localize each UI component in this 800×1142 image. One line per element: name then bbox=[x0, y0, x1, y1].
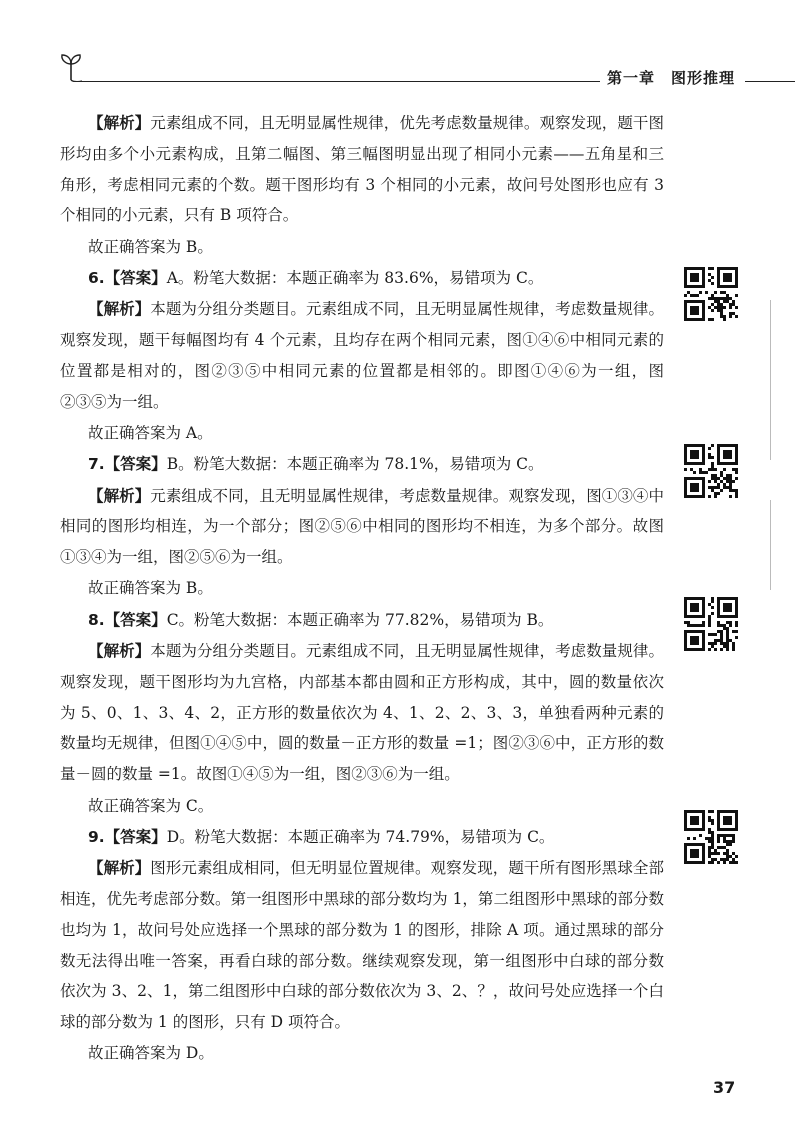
paragraph bbox=[60, 418, 664, 449]
sprout-logo-icon bbox=[58, 52, 84, 82]
qr-icon[interactable] bbox=[684, 267, 738, 321]
paragraph bbox=[60, 449, 664, 480]
paragraph-tag: 【解析】 bbox=[88, 300, 151, 319]
page-header bbox=[0, 0, 800, 100]
paragraph-tag: 8.【答案】 bbox=[88, 610, 167, 629]
header-rule-right bbox=[745, 81, 795, 82]
answer-explanations bbox=[60, 108, 664, 1070]
paragraph bbox=[60, 853, 664, 1038]
paragraph-text: D。粉笔大数据：本题正确率为 74.79%，易错项为 C。 bbox=[166, 827, 555, 846]
qr-icon[interactable] bbox=[684, 810, 738, 864]
paragraph bbox=[60, 263, 664, 294]
paragraph-text: 本题为分组分类题目。元素组成不同，且无明显属性规律，考虑数量规律。观察发现，题干每幅图均有 4 个元素，且均存在两个相同元素，图①④⑥中相同元素的位置都是相对的，图②③⑤中相同元素的位置都是相邻的。即图①④⑥为一组，图②③⑤为一组。 bbox=[60, 300, 664, 411]
paragraph-text: 故正确答案为 A。 bbox=[88, 423, 213, 442]
margin-rule bbox=[770, 300, 771, 460]
paragraph-text: 元素组成不同，且无明显属性规律，考虑数量规律。观察发现，图①③④中相同的图形均相连，为一个部分；图②⑤⑥中相同的图形均不相连，为多个部分。故图①③④为一组，图②⑤⑥为一组。 bbox=[60, 486, 664, 567]
paragraph-tag: 【解析】 bbox=[88, 642, 151, 661]
paragraph-text: B。粉笔大数据：本题正确率为 78.1%，易错项为 C。 bbox=[166, 455, 544, 474]
paragraph bbox=[60, 232, 664, 263]
paragraph-text: C。粉笔大数据：本题正确率为 77.82%，易错项为 B。 bbox=[166, 610, 554, 629]
paragraph bbox=[60, 822, 664, 853]
paragraph-text: A。粉笔大数据：本题正确率为 83.6%，易错项为 C。 bbox=[166, 268, 544, 287]
qr-icon[interactable] bbox=[684, 597, 738, 651]
page-number: 37 bbox=[713, 1078, 736, 1097]
header-rule bbox=[80, 81, 600, 82]
paragraph bbox=[60, 1038, 664, 1069]
paragraph bbox=[60, 108, 664, 231]
paragraph-tag: 6.【答案】 bbox=[88, 268, 167, 287]
paragraph-text: 元素组成不同，且无明显属性规律，优先考虑数量规律。观察发现，题干图形均由多个小元素构成，且第二幅图、第三幅图明显出现了相同小元素——五角星和三角形，考虑相同元素的个数。题干图形均有 3 个相同的小元素，故问号处图形也应有 3 个相同的小元素，只有 B 项符合。 bbox=[60, 114, 664, 225]
paragraph bbox=[60, 481, 664, 573]
paragraph bbox=[60, 636, 664, 790]
paragraph-tag: 【解析】 bbox=[88, 486, 151, 505]
paragraph bbox=[60, 573, 664, 604]
chapter-title: 第一章 图形推理 bbox=[607, 69, 736, 87]
paragraph-text: 图形元素组成相同，但无明显位置规律。观察发现，题干所有图形黑球全部相连，优先考虑部分数。第一组图形中黑球的部分数均为 1，第二组图形中黑球的部分数也均为 1，故问号处应选择一个黑球的部分数为 1 的图形，排除 A 项。通过黑球的部分数无法得出唯一答案，再看白球的部分数。继续观察发现，第一组图形中白球的部分数依次为 3、2、1，第二组图形中白球的部分数依次为 3、2、？，故问号处应选择一个白球的部分数为 1 的图形，只有 D 项符合。 bbox=[60, 859, 664, 1032]
paragraph-text: 故正确答案为 D。 bbox=[88, 1044, 214, 1063]
paragraph-tag: 【解析】 bbox=[88, 859, 151, 878]
qr-icon[interactable] bbox=[684, 444, 738, 498]
paragraph-tag: 7.【答案】 bbox=[88, 455, 167, 474]
paragraph-text: 故正确答案为 C。 bbox=[88, 796, 214, 815]
paragraph-text: 本题为分组分类题目。元素组成不同，且无明显属性规律，考虑数量规律。观察发现，题干图形均为九宫格，内部基本都由圆和正方形构成，其中，圆的数量依次为 5、0、1、3、4、2，正方形的数量依次为 4、1、2、2、3、3，单独看两种元素的数量均无规律，但图①④⑤中，圆的数量－正方形的数量 =1；图②③⑥中，正方形的数量－圆的数量 =1。故图①④⑤为一组，图②③⑥为一组。 bbox=[60, 642, 664, 784]
paragraph-tag: 【解析】 bbox=[88, 114, 151, 132]
paragraph-text: 故正确答案为 B。 bbox=[88, 579, 213, 598]
paragraph bbox=[60, 791, 664, 822]
paragraph bbox=[60, 294, 664, 417]
margin-rule bbox=[770, 500, 771, 590]
paragraph-tag: 9.【答案】 bbox=[88, 827, 167, 846]
paragraph-text: 故正确答案为 B。 bbox=[88, 237, 213, 256]
paragraph bbox=[60, 605, 664, 636]
